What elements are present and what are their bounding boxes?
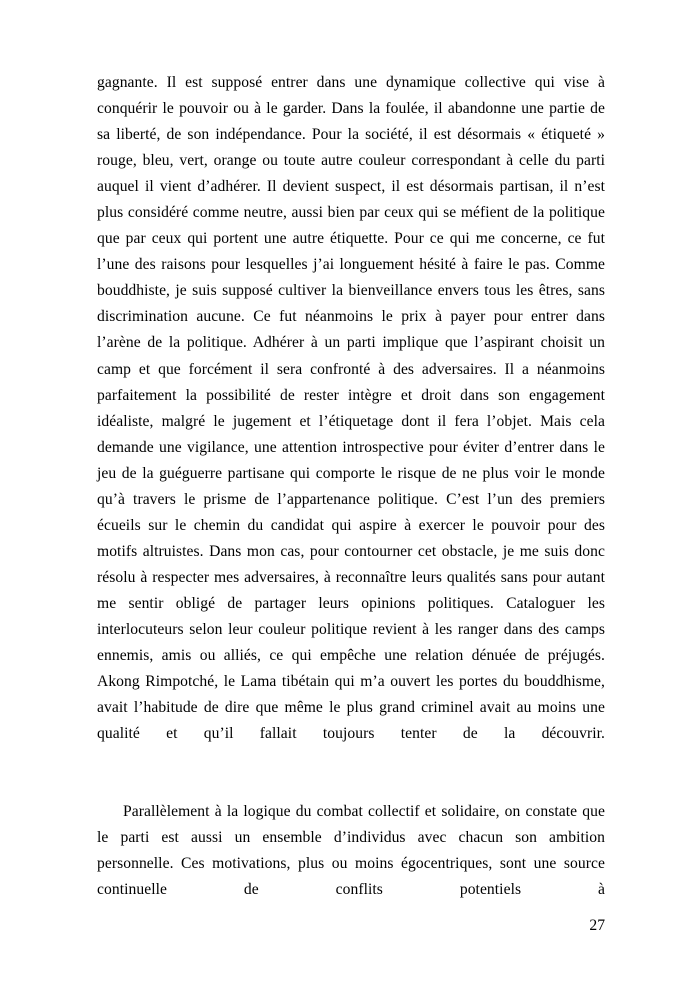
page-number: 27: [589, 917, 605, 934]
body-paragraph-continuation: gagnante. Il est supposé entrer dans une dynamique collective qui vise à conquérir le pouvoir ou à le garder. Dans la foulée, il abandonne une partie de sa liberté, de son indépendance. Pour la société, il est désormais « étiqueté » rouge, bleu, vert, orange ou toute autre couleur correspondant à celle du parti auquel il vient d’adhérer. Il devient suspect, il est désormais partisan, il n’est plus considéré comme neutre, aussi bien par ceux qui se méfient de la politique que par ceux qui portent une autre étiquette. Pour ce qui me concerne, ce fut l’une des raisons pour lesquelles j’ai longuement hésité à faire le pas. Comme bouddhiste, je suis supposé cultiver la bienveillance envers tous les êtres, sans discrimination aucune. Ce fut néanmoins le prix à payer pour entrer dans l’arène de la politique. Adhérer à un parti implique que l’aspirant choisit un camp et que forcément il sera confronté à des adversaires. Il a néanmoins parfaitement la possibilité de rester intègre et droit dans son engagement idéaliste, malgré le jugement et l’étiquetage dont il fera l’objet. Mais cela demande une vigilance, une attention introspective pour éviter d’entrer dans le jeu de la guéguerre partisane qui comporte le risque de ne plus voir le monde qu’à travers le prisme de l’appartenance politique. C’est l’un des premiers écueils sur le chemin du candidat qui aspire à exercer le pouvoir pour des motifs altruistes. Dans mon cas, pour contourner cet obstacle, je me suis donc résolu à respecter mes adversaires, à reconnaître leurs qualités sans pour autant me sentir obligé de partager leurs opinions politiques. Cataloguer les interlocuteurs selon leur couleur politique revient à les ranger dans des camps ennemis, amis ou alliés, ce qui empêche une relation dénuée de préjugés. Akong Rimpotché, le Lama tibétain qui m’a ouvert les portes du bouddhisme, avait l’habitude de dire que même le plus grand criminel avait au moins une qualité et qu’il fallait toujours tenter de la découvrir.: [97, 74, 605, 743]
body-paragraph-new: Parallèlement à la logique du combat collectif et solidaire, on constate que le parti est aussi un ensemble d’individus avec chacun son ambition personnelle. Ces motivations, plus ou moins égocentriques, sont une source continuelle de conflits potentiels à: [97, 803, 605, 899]
page-text-block: [97, 70, 605, 930]
